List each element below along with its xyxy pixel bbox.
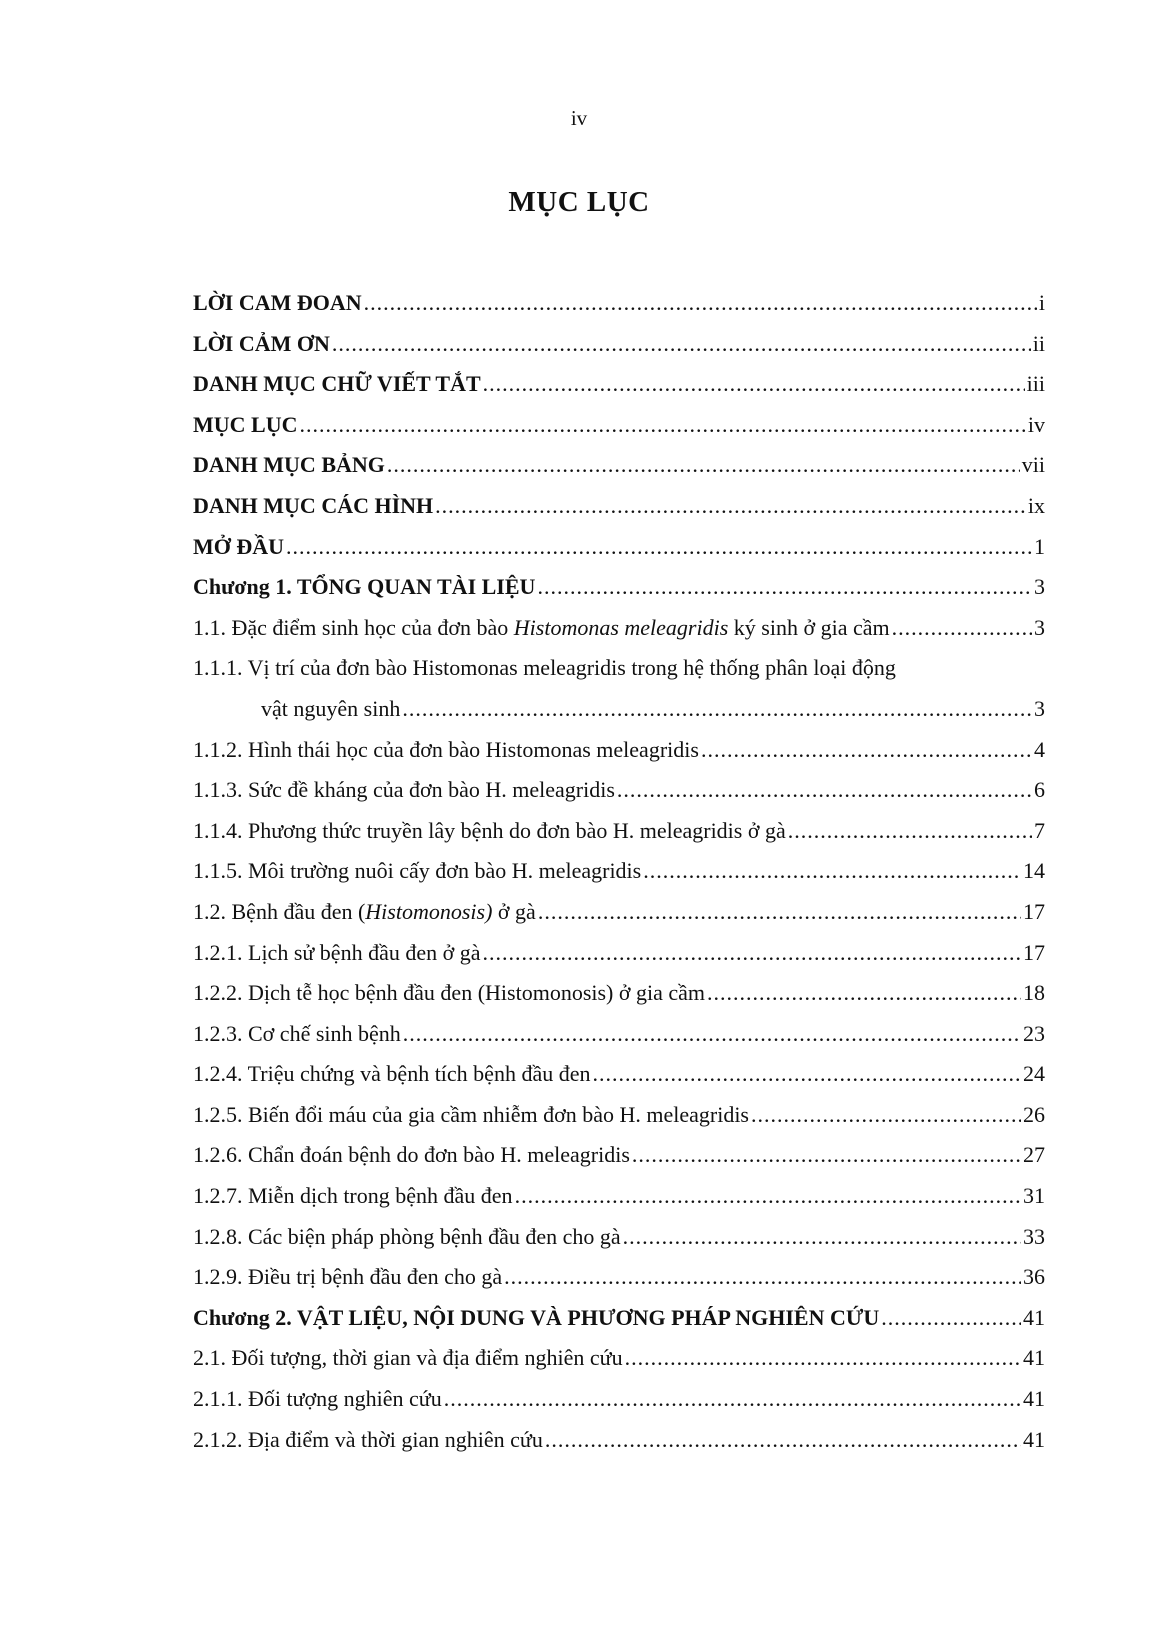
toc-page-number: 33 bbox=[1023, 1223, 1045, 1249]
toc-page-number: 17 bbox=[1023, 939, 1045, 965]
toc-dot-leader bbox=[643, 851, 1021, 892]
toc-entry-label: 2.1. Đối tượng, thời gian và địa điểm nghiên cứu bbox=[193, 1345, 623, 1371]
toc-page-number: iv bbox=[1027, 411, 1045, 437]
toc-entry-1-2-6[interactable] bbox=[193, 1135, 1045, 1176]
toc-page-number: 3 bbox=[1034, 614, 1045, 640]
toc-entry-label: 1.2.4. Triệu chứng và bệnh tích bệnh đầu đen bbox=[193, 1061, 591, 1087]
toc-page-number: 14 bbox=[1023, 858, 1045, 884]
toc-dot-leader bbox=[881, 1298, 1021, 1339]
toc-entry-label: MỤC LỤC bbox=[193, 411, 298, 437]
toc-entry-label: 1.1.4. Phương thức truyền lây bệnh do đơn bào H. meleagridis ở gà bbox=[193, 817, 786, 843]
toc-entry-label: 1.1.1. Vị trí của đơn bào Histomonas meleagridis trong hệ thống phân loại động bbox=[193, 655, 896, 681]
toc-entry-label: DANH MỤC CÁC HÌNH bbox=[193, 492, 434, 518]
toc-entry-2-1-1[interactable] bbox=[193, 1379, 1045, 1420]
toc-label-text: ký sinh ở gia cầm bbox=[728, 614, 890, 640]
toc-page-number: 23 bbox=[1023, 1020, 1045, 1046]
toc-dot-leader bbox=[515, 1176, 1021, 1217]
toc-dot-leader bbox=[403, 1014, 1021, 1055]
toc-entry-1-2-9[interactable] bbox=[193, 1257, 1045, 1298]
toc-dot-leader bbox=[617, 770, 1032, 811]
toc-dot-leader bbox=[788, 811, 1032, 852]
toc-entry-label: Chương 1. TỔNG QUAN TÀI LIỆU bbox=[193, 574, 536, 600]
toc-dot-leader bbox=[625, 1338, 1021, 1379]
toc-page-number: 18 bbox=[1023, 980, 1045, 1006]
toc-label-text: 1.1. Đặc điểm sinh học của đơn bào bbox=[193, 614, 514, 640]
toc-entry-label: 2.1.1. Đối tượng nghiên cứu bbox=[193, 1386, 442, 1412]
toc-dot-leader bbox=[504, 1257, 1021, 1298]
toc-page-number: 3 bbox=[1034, 695, 1045, 721]
toc-dot-leader bbox=[751, 1095, 1021, 1136]
toc-dot-leader bbox=[592, 1054, 1021, 1095]
toc-page-number: 1 bbox=[1034, 533, 1045, 559]
toc-entry-1-1-4[interactable] bbox=[193, 811, 1045, 852]
toc-entry-1-1-3[interactable] bbox=[193, 770, 1045, 811]
toc-page-number: 41 bbox=[1023, 1386, 1045, 1412]
toc-entry-label: 1.1.3. Sức đề kháng của đơn bào H. meleagridis bbox=[193, 777, 615, 803]
toc-entry-1-1[interactable] bbox=[193, 608, 1045, 649]
toc-entry-1-2-3[interactable] bbox=[193, 1014, 1045, 1055]
toc-entry-label: 1.2.8. Các biện pháp phòng bệnh đầu đen cho gà bbox=[193, 1223, 621, 1249]
toc-entry-1-2-7[interactable] bbox=[193, 1176, 1045, 1217]
page-title: MỤC LỤC bbox=[508, 186, 650, 218]
toc-entry-1-2-5[interactable] bbox=[193, 1095, 1045, 1136]
toc-page-number: 41 bbox=[1023, 1304, 1045, 1330]
toc-dot-leader bbox=[538, 892, 1021, 933]
toc-entry-label: 1.2.3. Cơ chế sinh bệnh bbox=[193, 1020, 401, 1046]
toc-dot-leader bbox=[701, 730, 1032, 771]
toc-dot-leader bbox=[402, 689, 1032, 730]
toc-entry-2-1[interactable] bbox=[193, 1338, 1045, 1379]
toc-entry-label bbox=[193, 892, 536, 933]
toc-dot-leader bbox=[387, 445, 1020, 486]
toc-dot-leader bbox=[300, 405, 1026, 446]
toc-entry-danh-muc-bang[interactable] bbox=[193, 445, 1045, 486]
toc-page-number: 26 bbox=[1023, 1101, 1045, 1127]
toc-page-number: vii bbox=[1021, 452, 1045, 478]
toc-page-number: 24 bbox=[1023, 1061, 1045, 1087]
toc-entry-label: 1.2.7. Miễn dịch trong bệnh đầu đen bbox=[193, 1183, 513, 1209]
toc-dot-leader bbox=[444, 1379, 1021, 1420]
toc-entry-danh-muc-cac-hinh[interactable] bbox=[193, 486, 1045, 527]
toc-entry-1-1-1-continuation[interactable] bbox=[193, 689, 1045, 730]
toc-page-number: 41 bbox=[1023, 1345, 1045, 1371]
toc-label-text: 1.2. Bệnh đầu đen ( bbox=[193, 898, 366, 924]
toc-entry-label: 1.2.1. Lịch sử bệnh đầu đen ở gà bbox=[193, 939, 481, 965]
toc-entry-chuong-2[interactable] bbox=[193, 1298, 1045, 1339]
toc-entry-danh-muc-chu-viet-tat[interactable] bbox=[193, 364, 1045, 405]
toc-page-number: i bbox=[1038, 290, 1045, 315]
toc-entry-2-1-2[interactable] bbox=[193, 1420, 1045, 1461]
toc-label-text: ở gà bbox=[492, 898, 536, 924]
toc-dot-leader bbox=[483, 364, 1025, 405]
toc-page-number: 31 bbox=[1023, 1183, 1045, 1209]
toc-dot-leader bbox=[332, 324, 1031, 365]
toc-entry-mo-dau[interactable] bbox=[193, 527, 1045, 568]
toc-dot-leader bbox=[435, 486, 1026, 527]
toc-dot-leader bbox=[545, 1420, 1021, 1461]
toc-page-number: 3 bbox=[1034, 574, 1045, 600]
toc-label-italic: Histomonosis) bbox=[365, 898, 493, 924]
toc-entry-1-2-2[interactable] bbox=[193, 973, 1045, 1014]
toc-page-number: 41 bbox=[1023, 1426, 1045, 1452]
toc-entry-1-2[interactable] bbox=[193, 892, 1045, 933]
toc-entry-muc-luc[interactable] bbox=[193, 405, 1045, 446]
toc-entry-1-2-8[interactable] bbox=[193, 1217, 1045, 1258]
toc-entry-label: 1.1.5. Môi trường nuôi cấy đơn bào H. meleagridis bbox=[193, 858, 642, 884]
toc-entry-1-1-1[interactable] bbox=[193, 648, 1045, 689]
toc-page-number: ii bbox=[1032, 330, 1045, 356]
toc-entry-1-2-4[interactable] bbox=[193, 1054, 1045, 1095]
toc-entry-label: MỞ ĐẦU bbox=[193, 533, 285, 559]
toc-dot-leader bbox=[537, 567, 1032, 608]
toc-dot-leader bbox=[364, 283, 1037, 324]
toc-entry-label: 1.1.2. Hình thái học của đơn bào Histomonas meleagridis bbox=[193, 736, 699, 762]
toc-dot-leader bbox=[892, 608, 1032, 649]
toc-entry-label: 1.2.2. Dịch tễ học bệnh đầu đen (Histomonosis) ở gia cầm bbox=[193, 980, 706, 1006]
toc-page-number: 17 bbox=[1023, 898, 1045, 924]
toc-dot-leader bbox=[632, 1135, 1021, 1176]
toc-page-number: 6 bbox=[1034, 777, 1045, 803]
toc-entry-label: LỜI CAM ĐOAN bbox=[193, 290, 362, 315]
toc-label-italic: Histomonas meleagridis bbox=[513, 614, 729, 640]
toc-dot-leader bbox=[623, 1217, 1021, 1258]
toc-dot-leader bbox=[707, 973, 1021, 1014]
toc-entry-label: LỜI CẢM ƠN bbox=[193, 330, 330, 356]
toc-entry-label: 1.2.9. Điều trị bệnh đầu đen cho gà bbox=[193, 1264, 503, 1290]
toc-entry-label: 1.2.6. Chẩn đoán bệnh do đơn bào H. meleagridis bbox=[193, 1142, 630, 1168]
toc-page-number: 7 bbox=[1034, 817, 1045, 843]
toc-entry-1-1-2[interactable] bbox=[193, 730, 1045, 771]
toc-entry-chuong-1[interactable] bbox=[193, 567, 1045, 608]
page-number: iv bbox=[570, 106, 588, 130]
toc-page-number: 27 bbox=[1023, 1142, 1045, 1168]
toc-dot-leader bbox=[483, 933, 1022, 974]
toc-entry-1-1-5[interactable] bbox=[193, 851, 1045, 892]
toc-entry-1-2-1[interactable] bbox=[193, 933, 1045, 974]
toc-entry-label: 2.1.2. Địa điểm và thời gian nghiên cứu bbox=[193, 1426, 543, 1452]
toc-entry-loi-cam-on[interactable] bbox=[193, 324, 1045, 365]
toc-dot-leader bbox=[286, 527, 1032, 568]
toc-page-number: 4 bbox=[1034, 736, 1045, 762]
toc-page-number: ix bbox=[1027, 492, 1045, 518]
toc-entry-label: vật nguyên sinh bbox=[261, 695, 401, 721]
toc-page-number: 36 bbox=[1023, 1264, 1045, 1290]
toc-entry-label: DANH MỤC BẢNG bbox=[193, 452, 385, 478]
toc-entry-label: 1.2.5. Biến đổi máu của gia cầm nhiễm đơn bào H. meleagridis bbox=[193, 1101, 749, 1127]
toc-page-number: iii bbox=[1026, 371, 1045, 397]
toc-entry-loi-cam-doan[interactable] bbox=[193, 283, 1045, 324]
toc-entry-label bbox=[193, 608, 890, 649]
toc-entry-label: Chương 2. VẬT LIỆU, NỘI DUNG VÀ PHƯƠNG PHÁP NGHIÊN CỨU bbox=[193, 1304, 880, 1330]
table-of-contents bbox=[193, 283, 1045, 1460]
toc-entry-label: DANH MỤC CHỮ VIẾT TẮT bbox=[193, 371, 481, 397]
